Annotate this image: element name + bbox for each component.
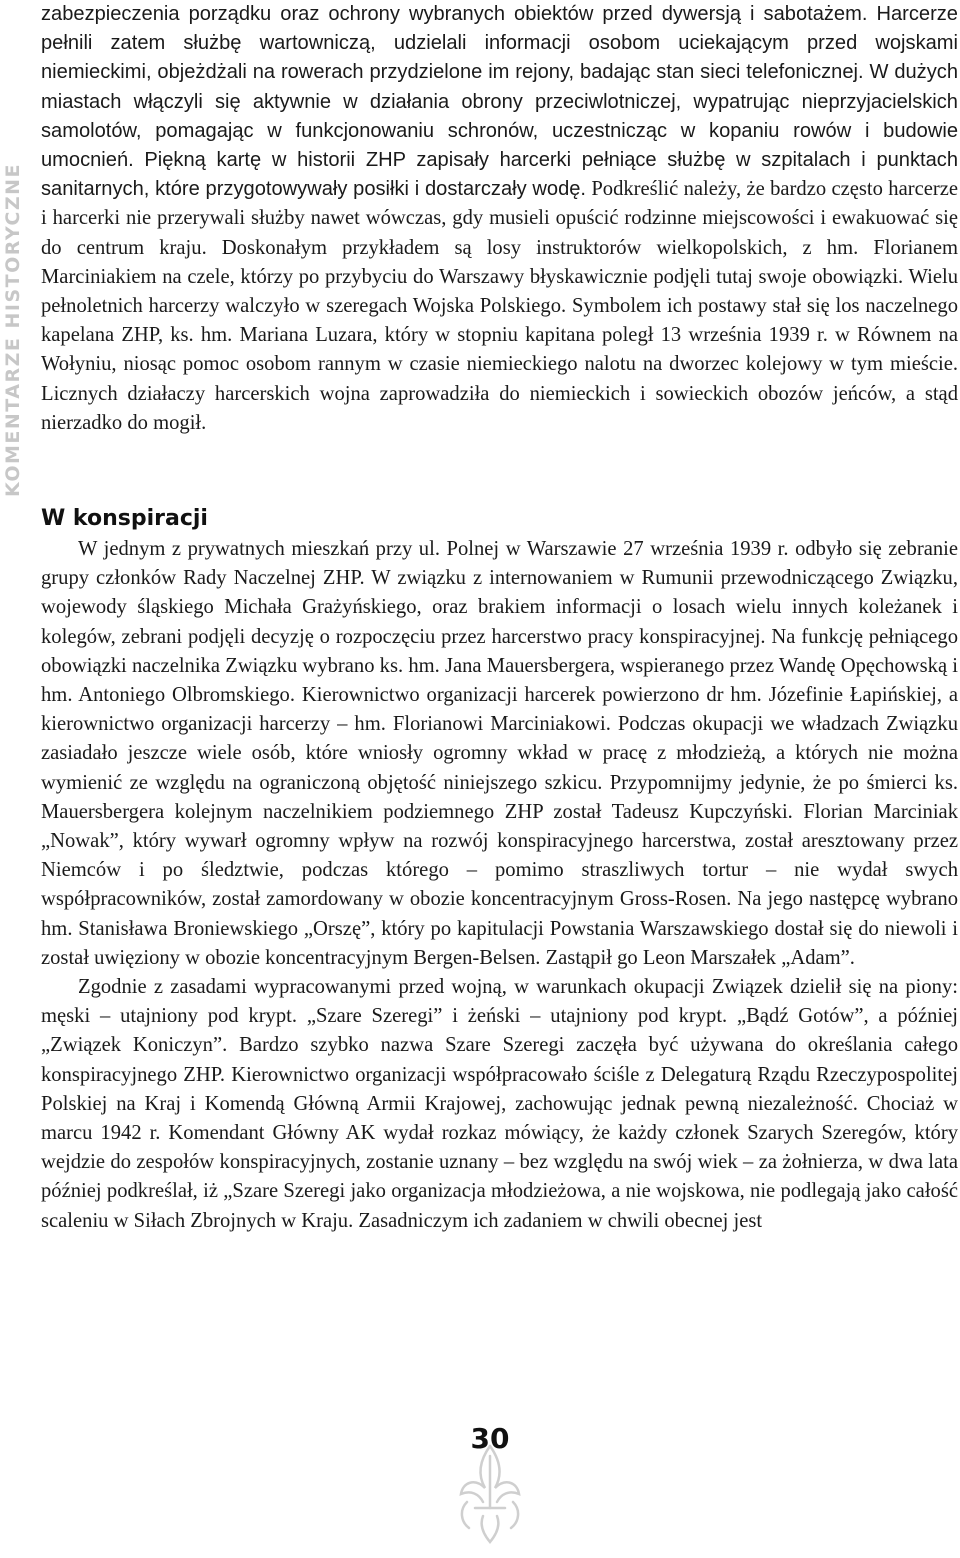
side-section-label [0,0,26,660]
section-body [41,535,958,1236]
section-paragraph-2: Zgodnie z zasadami wypracowanymi przed wojną, w warunkach okupacji Związek dzielił się na piony: męski – utajniony pod krypt. „Szare Szeregi” i żeński – utajniony pod krypt. „Bądź Gotów”, a później „Związek Koniczyn”. Bardzo szybko nazwa Szare Szeregi zaczęła być używana do określania całego konspiracyjnego ZHP. Kierownictwo organizacji współpracowało ściśle z Delegaturą Rządu Rzeczypospolitej Polskiej na Kraj i Komendą Główną Armii Krajowej, zachowując jednak pewną niezależność. Chociaż w marcu 1942 r. Komendant Główny AK wydał rozkaz mówiący, że każdy członek Szarych Szeregów, który wejdzie do zespołów konspiracyjnych, zostanie uznany – bez względu na swój wiek – za żołnierza, w dwa lata później podkreślał, iż „Szare Szeregi jako organizacja młodzieżowa, a nie wojskowa, nie podlegają jako całość scaleniu w Siłach Zbrojnych w Kraju. Zasadniczym ich zadaniem w chwili obecnej jest [41,976,958,1232]
section-paragraph-1: W jednym z prywatnych mieszkań przy ul. Polnej w Warszawie 27 września 1939 r. odbyło się zebranie grupy członków Rady Naczelnej ZHP. W związku z internowaniem w Rumunii przewodniczącego Związku, wojewody śląskiego Michała Grażyńskiego, oraz brakiem informacji o losach wielu innych koleżanek i kolegów, zebrani podjęli decyzję o rozpoczęciu przez harcerstwo pracy konspiracyjnej. Na funkcję pełniącego obowiązki naczelnika Związku wybrano ks. hm. Jana Mauersbergera, wspieranego przez Wandę Opęchowską i hm. Antoniego Olbromskiego. Kierownictwo organizacji harcerek powierzono dr hm. Józefinie Łapińskiej, a kierownictwo organizacji harcerzy – hm. Florianowi Marciniakowi. Podczas okupacji we władzach Związku zasiadało jeszcze wiele osób, które wniosły ogromny wkład w pracę z młodzieżą, a których nie można wymienić ze względu na ograniczoną objętość niniejszego szkicu. Przypomnijmy jedynie, że po śmierci ks. Mauersbergera kolejnym naczelnikiem podziemnego ZHP został Tadeusz Kupczyński. Florian Marciniak „Nowak”, który wywarł ogromny wpływ na rozwój konspiracyjnego harcerstwa, został aresztowany przez Niemców i po śledztwie, podczas którego – pomimo straszliwych tortur – nie wydał swych współpracowników, został zamordowany w obozie koncentracyjnym Gross-Rosen. Na jego następcę wybrano hm. Stanisława Broniewskiego „Orszę”, który po kapitulacji Powstania Warszawskiego dostał się do niewoli i został uwięziony w obozie koncentracyjnym Bergen-Belsen. Zastąpił go Leon Marszałek „Adam”. [41,538,958,969]
page-number: 30 [470,1422,510,1455]
section-heading: W konspiracji [41,506,208,531]
side-section-label-text: KOMENTARZE HISTORYCZNE [2,162,25,498]
paragraph-text-serif: Podkreślić należy, że bardzo często harcerze i harcerki nie przerywali służby nawet wówczas, gdy musieli opuścić rodzinne miejscowości i ewakuować się do centrum kraju. Doskonałym przykładem są losy instruktorów wielkopolskich, z hm. Florianem Marciniakiem na czele, którzy po przybyciu do Warszawy błyskawicznie podjęli tutaj swoje obowiązki. Wielu pełnoletnich harcerzy walczyło w szeregach Wojska Polskiego. Symbolem ich postawy stał się los naczelnego kapelana ZHP, ks. hm. Mariana Luzara, który w stopniu kapitana poległ 13 września 1939 r. w Równem na Wołyniu, niosąc pomoc osobom rannym w czasie niemieckiego nalotu na dworzec kolejowy w tym mieście. Licznych działaczy harcerskich wojna zaprowadziła do niemieckich i sowieckich obozów jeńców, a stąd nierzadko do mogił. [41,178,958,434]
continued-paragraph [41,0,958,438]
paragraph-text-sans: zabezpieczenia porządku oraz ochrony wybranych obiektów przed dywersją i sabotażem. Harcerze pełnili zatem służbę wartowniczą, udzielali informacji osobom uciekającym przed wojskami niemieckimi, objeżdżali na rowerach przydzielone im rejony, badając stan sieci telefonicznej. W dużych miastach włączyli się aktywnie w działania obrony przeciwlotniczej, wypatrując nieprzyjacielskich samolotów, pomagając w funkcjonowaniu schronów, uczestnicząc w kopaniu rowów i budowie umocnień. Piękną kartę w historii ZHP zapisały harcerki pełniące służbę w szpitalach i punktach sanitarnych, które przygotowywały posiłki i dostarczały wodę. [41,3,958,201]
